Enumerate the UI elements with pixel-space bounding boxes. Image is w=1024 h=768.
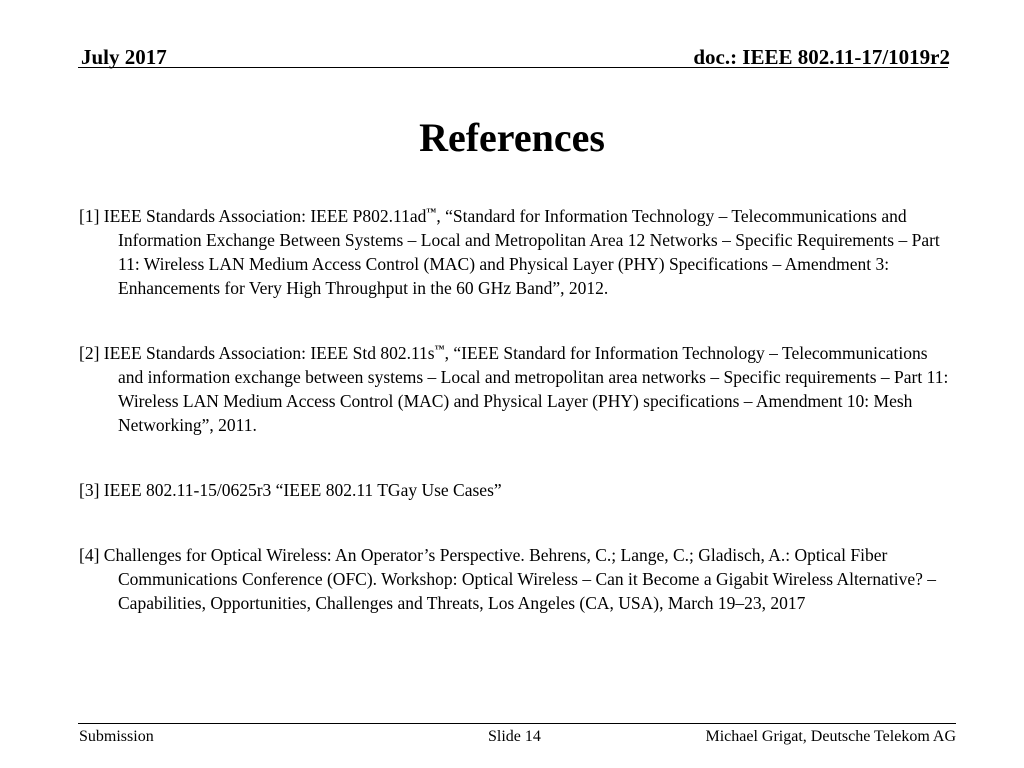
reference-item-2 — [79, 341, 954, 437]
trademark-symbol: ™ — [434, 344, 445, 356]
footer-divider — [78, 723, 956, 724]
slide-title: References — [419, 115, 605, 160]
reference-item-1 — [79, 204, 954, 300]
reference-2-prefix: [2] IEEE Standards Association: IEEE Std 802.11s — [79, 343, 435, 363]
footer-slide-number: Slide 14 — [488, 728, 541, 745]
reference-list — [79, 204, 954, 615]
trademark-symbol: ™ — [426, 207, 437, 219]
footer-author: Michael Grigat, Deutsche Telekom AG — [705, 728, 956, 745]
header-divider — [78, 67, 948, 68]
header-doc-id: doc.: IEEE 802.11-17/1019r2 — [693, 45, 950, 69]
reference-1-text: , “Standard for Information Technology – Telecommunications and Information Exchange Between Systems – Local and Metropolitan Area 12 Networks – Specific Requirements – Part 11: Wireless LAN Medium Access Control (MAC) and Physical Layer (PHY) Specifications – Amendment 3: Enhancements for Very High Throughput in the 60 GHz Band”, 2012. — [118, 206, 940, 298]
header-date: July 2017 — [81, 45, 167, 69]
reference-item-4: [4] Challenges for Optical Wireless: An Operator’s Perspective. Behrens, C.; Lange, C.; Gladisch, A.: Optical Fiber Communications Conference (OFC). Workshop: Optical Wireless – Can it Become a Gigabit Wireless Alternative? – Capabilities, Opportunities, Challenges and Threats, Los Angeles (CA, USA), March 19–23, 2017 — [79, 545, 937, 613]
reference-1-prefix: [1] IEEE Standards Association: IEEE P802.11ad — [79, 206, 427, 226]
reference-2-text: , “IEEE Standard for Information Technology – Telecommunications and information exchange between systems – Local and metropolitan area networks – Specific requirements – Part 11: Wireless LAN Medium Access Control (MAC) and Physical Layer (PHY) specifications – Amendment 10: Mesh Networking”, 2011. — [118, 343, 949, 435]
footer-submission: Submission — [79, 728, 154, 745]
reference-item-3: [3] IEEE 802.11-15/0625r3 “IEEE 802.11 TGay Use Cases” — [79, 480, 502, 500]
